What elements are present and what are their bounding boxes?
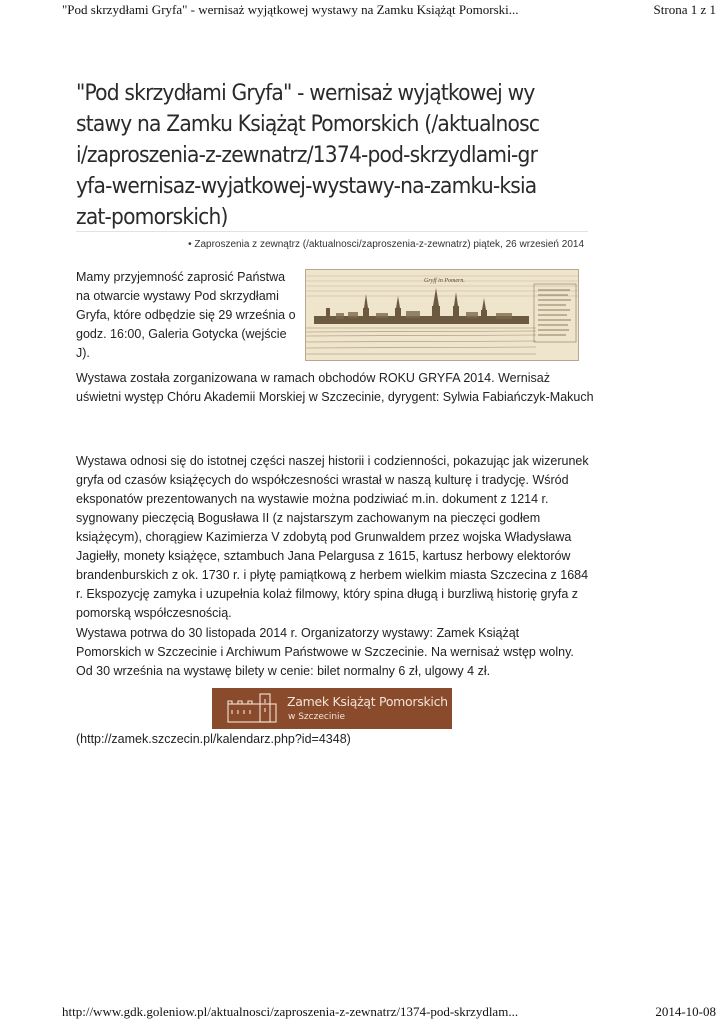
print-header-page: Strona 1 z 1 — [653, 2, 716, 17]
paragraph-invitation: Mamy przyjemność zaprosić Państwa na otwarcie wystawy Pod skrzydłami Gryfa, które odbędzie się 29 września o godz. 16:00, Galeria Gotycka (wejście J). — [76, 270, 296, 360]
banner-subtitle: w Szczecinie — [288, 712, 346, 722]
category-link[interactable]: Zaproszenia z zewnątrz (/aktualnosci/zaproszenia-z-zewnatrz) — [194, 239, 471, 250]
paragraph-organization: Wystawa została zorganizowana w ramach obchodów ROKU GRYFA 2014. Wernisaż uświetni występ Chóru Akademii Morskiej w Szczecinie, dyrygent: Sylwia Fabiańczyk-Makuch — [76, 371, 594, 404]
article-meta — [76, 239, 584, 250]
zamek-logo-banner[interactable] — [212, 688, 452, 729]
print-header — [62, 2, 716, 18]
source-link[interactable]: (http://zamek.szczecin.pl/kalendarz.php?id=4348) — [76, 732, 351, 746]
szczecin-engraving-image — [305, 269, 579, 361]
article-date: piątek, 26 wrzesień 2014 — [473, 239, 584, 250]
meta-bullet: • — [188, 239, 192, 250]
print-footer-date: 2014-10-08 — [655, 1004, 716, 1019]
print-footer — [62, 1004, 716, 1020]
castle-icon — [224, 692, 280, 726]
banner-title: Zamek Książąt Pomorskich — [287, 694, 448, 709]
print-header-title: "Pod skrzydłami Gryfa" - wernisaż wyjątkowej wystawy na Zamku Książąt Pomorski... — [62, 2, 519, 17]
article-title[interactable]: "Pod skrzydłami Gryfa" - wernisaż wyjątkowej wystawy na Zamku Książąt Pomorskich (/aktualnosci/zaproszenia-z-zewnatrz/1374-pod-skrzydlami-gryfa-wernisaz-wyjatkowej-wystawy-na-zamku-ksiazat-pomorskich) — [76, 80, 540, 230]
paragraph-dates-tickets: Wystawa potrwa do 30 listopada 2014 r. Organizatorzy wystawy: Zamek Książąt Pomorskich w Szczecinie i Archiwum Państwowe w Szczecinie. Na wernisaż wstęp wolny. Od 30 września na wystawę bilety w cenie: bilet normalny 6 zł, ulgowy 4 zł. — [76, 626, 574, 678]
title-divider — [76, 231, 588, 232]
paragraph-description: Wystawa odnosi się do istotnej części naszej historii i codzienności, pokazując jak wizerunek gryfa od czasów książęcych do współczesności wrastał w naszą kulturę i tradycję. Wśród eksponatów prezentowanych na wystawie można podziwiać m.in. dokument z 1214 r. sygnowany pieczęcią Bogusława II (z najstarszym zachowanym na pieczęci godłem książęcym), chorągiew Kazimierza V zdobytą pod Grunwaldem przez wojska Władysława Jagiełły, monety książęce, sztambuch Jana Pelargusa z 1615, kartusz herbowy elektorów brandenburskich z ok. 1730 r. i płytę pamiątkową z herbem wielkim miasta Szczecina z 1684 r. Ekspozycję zamyka i uzupełnia kolaż filmowy, który spina długą i burzliwą historię gryfa z pomorską współczesnością. — [76, 454, 589, 620]
print-footer-url: http://www.gdk.goleniow.pl/aktualnosci/zaproszenia-z-zewnatrz/1374-pod-skrzydlam... — [62, 1004, 519, 1019]
engraving-caption: Gryff in Pomern. — [424, 278, 465, 284]
